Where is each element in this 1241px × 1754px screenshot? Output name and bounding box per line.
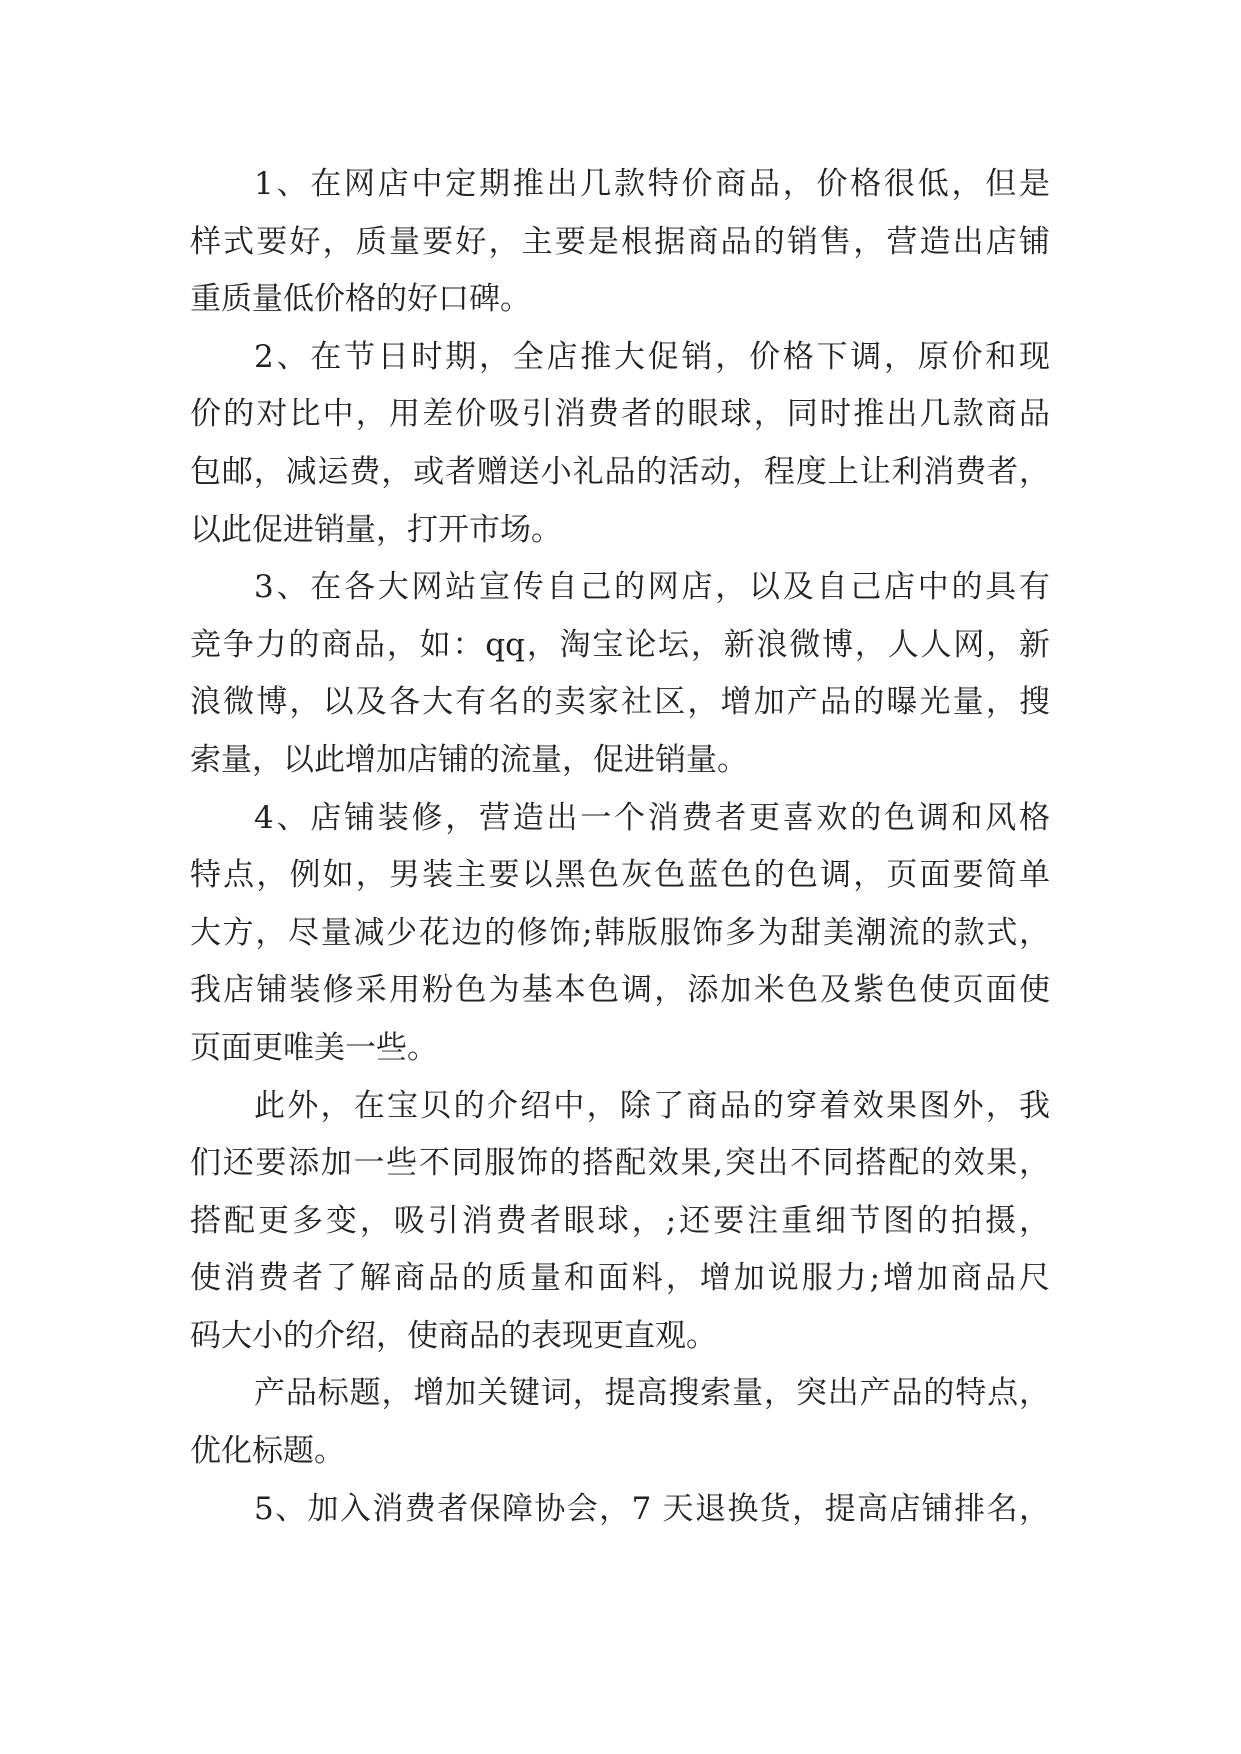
text-line: 码大小的介绍，使商品的表现更直观。: [190, 1317, 717, 1354]
text-line: 我店铺装修采用粉色为基本色调，添加米色及紫色使页面使: [190, 972, 1050, 1009]
text-line: 1、在网店中定期推出几款特价商品，价格很低，但是: [254, 166, 1050, 202]
text-line: 以此促进销量，打开市场。: [190, 511, 562, 548]
text-line: 重质量低价格的好口碑。: [190, 281, 531, 318]
document-body: [190, 156, 1050, 1538]
text-line: 大方，尽量减少花边的修饰;韩版服饰多为甜美潮流的款式，: [190, 914, 1050, 951]
text-line: 价的对比中，用差价吸引消费者的眼球，同时推出几款商品: [190, 396, 1050, 433]
text-line: 3、在各大网站宣传自己的网店，以及自己店中的具有: [254, 569, 1050, 606]
text-line: 索量，以此增加店铺的流量，促进销量。: [190, 741, 748, 778]
paragraph-6: [190, 1365, 1050, 1480]
text-line: 竞争力的商品，如：qq，淘宝论坛，新浪微博，人人网，新: [190, 626, 1050, 663]
paragraph-4: [190, 790, 1050, 1078]
text-line: 产品标题，增加关键词，提高搜索量，突出产品的特点，: [254, 1375, 1050, 1412]
text-line: 此外，在宝贝的介绍中，除了商品的穿着效果图外，我: [254, 1087, 1050, 1124]
paragraph-7: [190, 1481, 1050, 1539]
text-line: 样式要好，质量要好，主要是根据商品的销售，营造出店铺: [190, 223, 1050, 260]
text-line: 们还要添加一些不同服饰的搭配效果,突出不同搭配的效果，: [190, 1145, 1050, 1182]
paragraph-1: [190, 156, 1050, 329]
text-line: 页面更唯美一些。: [190, 1029, 438, 1066]
text-line: 2、在节日时期，全店推大促销，价格下调，原价和现: [254, 338, 1050, 375]
text-line: 特点，例如，男装主要以黑色灰色蓝色的色调，页面要简单: [190, 857, 1050, 894]
paragraph-2: [190, 329, 1050, 559]
text-line: 4、店铺装修，营造出一个消费者更喜欢的色调和风格: [254, 799, 1050, 836]
paragraph-5: [190, 1078, 1050, 1366]
text-line: 5、加入消费者保障协会，7 天退换货，提高店铺排名，: [254, 1490, 1050, 1527]
paragraph-3: [190, 559, 1050, 789]
text-line: 搭配更多变，吸引消费者眼球，;还要注重细节图的拍摄，: [190, 1202, 1050, 1239]
text-line: 包邮，减运费，或者赠送小礼品的活动，程度上让利消费者，: [190, 453, 1050, 490]
text-line: 使消费者了解商品的质量和面料，增加说服力;增加商品尺: [190, 1260, 1050, 1297]
text-line: 浪微博，以及各大有名的卖家社区，增加产品的曝光量，搜: [190, 684, 1050, 721]
text-line: 优化标题。: [190, 1433, 345, 1470]
